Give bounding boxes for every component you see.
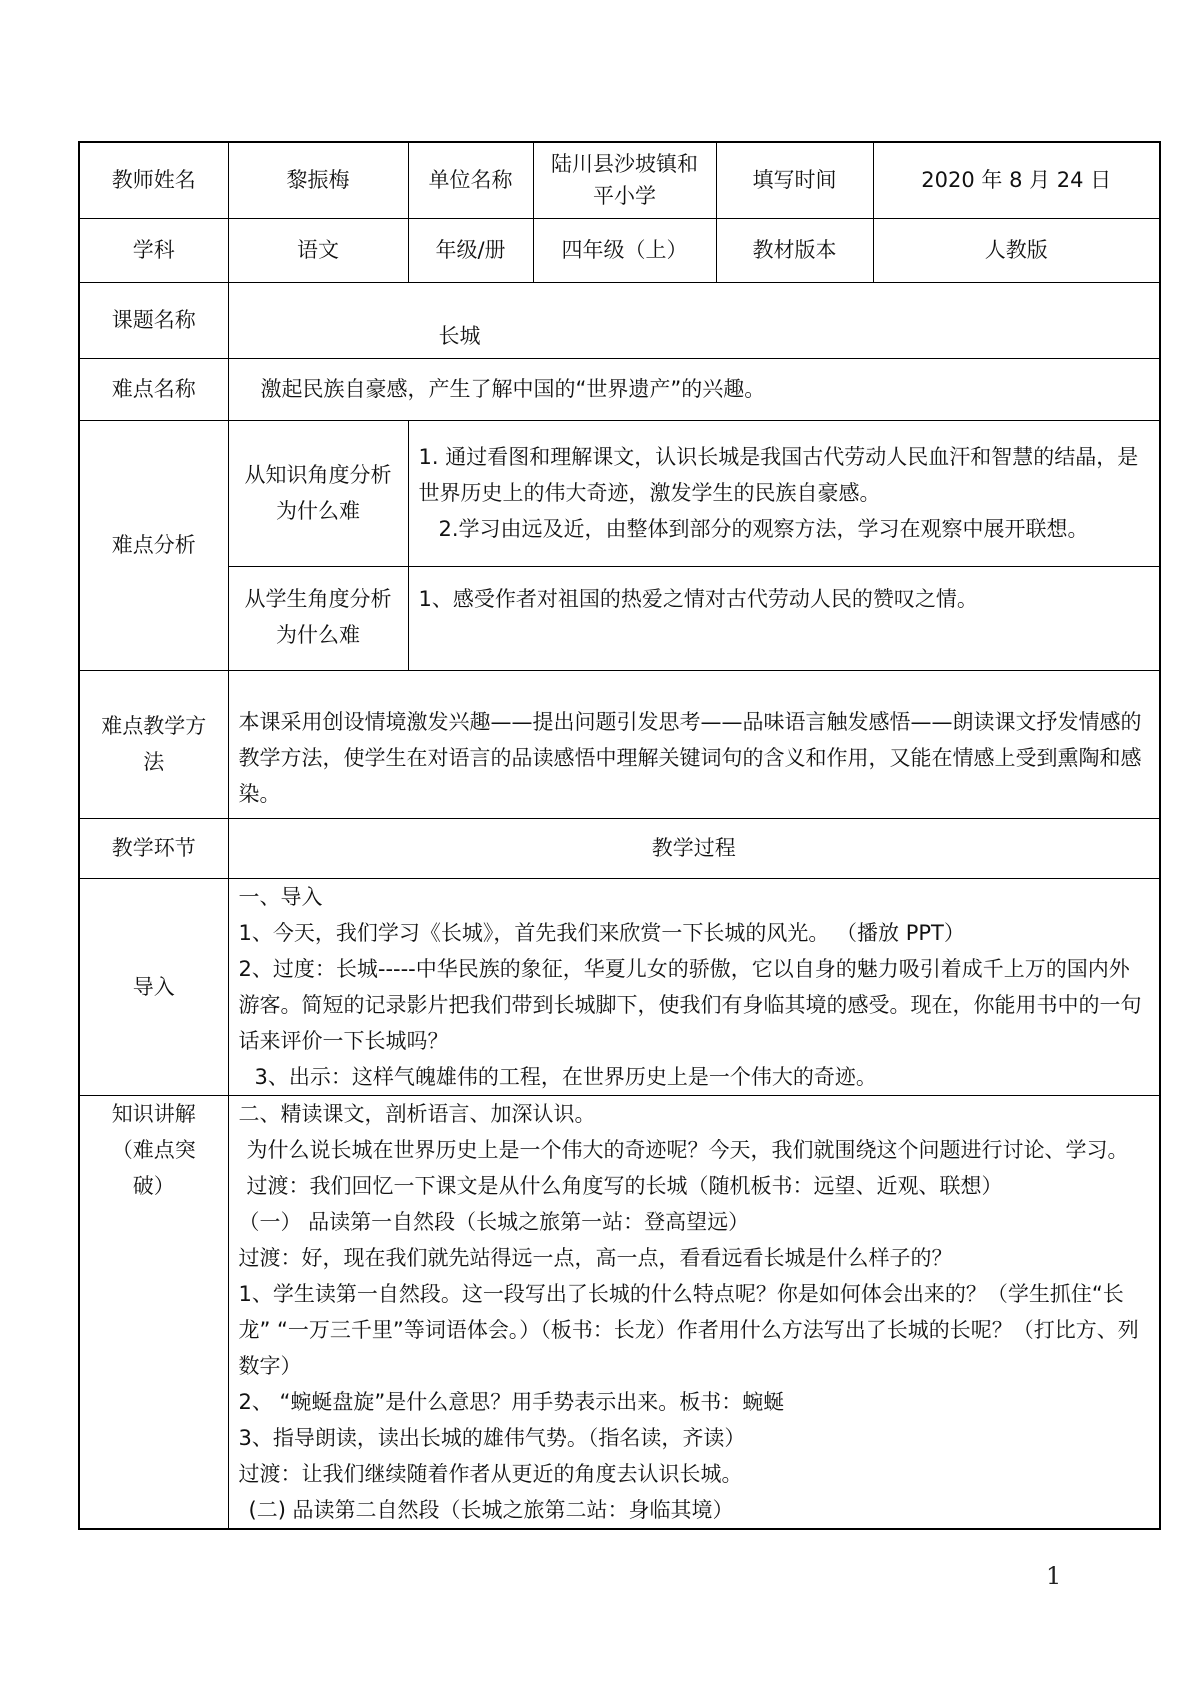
- knowledge-content: [228, 1095, 1160, 1529]
- edition-label: 教材版本: [716, 218, 873, 282]
- grade-label: 年级/册: [408, 218, 533, 282]
- knowledge-para-8: 过渡：让我们继续随着作者从更近的角度去认识长城。: [238, 1461, 743, 1486]
- topic-value: 长城: [228, 282, 1160, 358]
- date-value: 2020 年 8 月 24 日: [873, 142, 1160, 218]
- topic-label: 课题名称: [79, 282, 228, 358]
- knowledge-angle-content: [408, 420, 1160, 566]
- analysis-student-row: [79, 566, 1160, 670]
- topic-row: [79, 282, 1160, 358]
- knowledge-para-3: （一） 品读第一自然段（长城之旅第一站：登高望远）: [238, 1209, 750, 1234]
- intro-line-3: 2、过度：长城-----中华民族的象征，华夏儿女的骄傲，它以自身的魅力吸引着成千上万的国内外游客。简短的记录影片把我们带到长城脚下，使我们有身临其境的感受。现在，你能用书中的一句话来评价一下长城吗？: [238, 956, 1142, 1053]
- unit-name: 陆川县沙坡镇和平小学: [533, 142, 716, 218]
- knowledge-para-7: 3、指导朗读，读出长城的雄伟气势。（指名读，齐读）: [238, 1425, 746, 1450]
- teacher-label: 教师姓名: [79, 142, 228, 218]
- knowledge-line-2: 2.学习由远及近，由整体到部分的观察方法，学习在观察中展开联想。: [438, 517, 1089, 541]
- analysis-label: 难点分析: [79, 420, 228, 670]
- student-line-1: 1、感受作者对祖国的热爱之情对古代劳动人民的赞叹之情。: [418, 586, 978, 611]
- intro-content: [228, 878, 1160, 1095]
- process-title: 教学过程: [228, 818, 1160, 878]
- process-header-row: [79, 818, 1160, 878]
- lesson-plan-table: [78, 141, 1161, 1530]
- intro-line-2: 1、今天，我们学习《长城》，首先我们来欣赏一下长城的风光。 （播放 PPT）: [238, 920, 965, 945]
- process-stage-label: 教学环节: [79, 818, 228, 878]
- date-label: 填写时间: [716, 142, 873, 218]
- knowledge-para-9: (二) 品读第二自然段（长城之旅第二站：身临其境）: [248, 1497, 734, 1522]
- header-row-2: [79, 218, 1160, 282]
- intro-line-4: 3、出示：这样气魄雄伟的工程，在世界历史上是一个伟大的奇迹。: [254, 1064, 877, 1089]
- student-angle-label: 从学生角度分析为什么难: [228, 566, 408, 670]
- header-row-1: [79, 142, 1160, 218]
- grade-value: 四年级（上）: [533, 218, 716, 282]
- knowledge-angle-label: 从知识角度分析为什么难: [228, 420, 408, 566]
- subject-value: 语文: [228, 218, 408, 282]
- knowledge-para-5: 1、学生读第一自然段。这一段写出了长城的什么特点呢？你是如何体会出来的？（学生抓住“长龙” “一万三千里”等词语体会。）（板书：长龙）作者用什么方法写出了长城的长呢？（打比方、列数字）: [238, 1281, 1139, 1378]
- knowledge-section-label: 知识讲解（难点突破）: [79, 1095, 228, 1529]
- method-row: [79, 670, 1160, 818]
- student-angle-content: [408, 566, 1160, 670]
- method-label: 难点教学方法: [79, 670, 228, 818]
- knowledge-row: [79, 1095, 1160, 1529]
- intro-label: 导入: [79, 878, 228, 1095]
- knowledge-para-1: 二、精读课文，剖析语言、加深认识。: [238, 1101, 596, 1126]
- edition-value: 人教版: [873, 218, 1160, 282]
- intro-row: [79, 878, 1160, 1095]
- difficulty-value: 激起民族自豪感，产生了解中国的“世界遗产”的兴趣。: [228, 358, 1160, 420]
- analysis-knowledge-row: [79, 420, 1160, 566]
- page-number: 1: [1046, 1562, 1062, 1590]
- difficulty-row: [79, 358, 1160, 420]
- intro-line-1: 一、导入: [238, 884, 323, 909]
- knowledge-para-6: 2、 “蜿蜒盘旋”是什么意思？用手势表示出来。板书：蜿蜒: [238, 1389, 785, 1414]
- unit-label: 单位名称: [408, 142, 533, 218]
- knowledge-para-2: 为什么说长城在世界历史上是一个伟大的奇迹呢？今天，我们就围绕这个问题进行讨论、学习。 过渡：我们回忆一下课文是从什么角度写的长城（随机板书：远望、近观、联想）: [246, 1137, 1129, 1198]
- difficulty-label: 难点名称: [79, 358, 228, 420]
- knowledge-para-4: 过渡：好，现在我们就先站得远一点，高一点，看看远看长城是什么样子的？: [238, 1245, 953, 1270]
- subject-label: 学科: [79, 218, 228, 282]
- method-text: 本课采用创设情境激发兴趣——提出问题引发思考——品味语言触发感悟——朗读课文抒发情感的教学方法，使学生在对语言的品读感悟中理解关键词句的含义和作用，又能在情感上受到熏陶和感染。: [228, 670, 1160, 818]
- teacher-name: 黎振梅: [228, 142, 408, 218]
- knowledge-line-1: 1. 通过看图和理解课文，认识长城是我国古代劳动人民血汗和智慧的结晶，是世界历史上的伟大奇迹，激发学生的民族自豪感。: [418, 445, 1139, 505]
